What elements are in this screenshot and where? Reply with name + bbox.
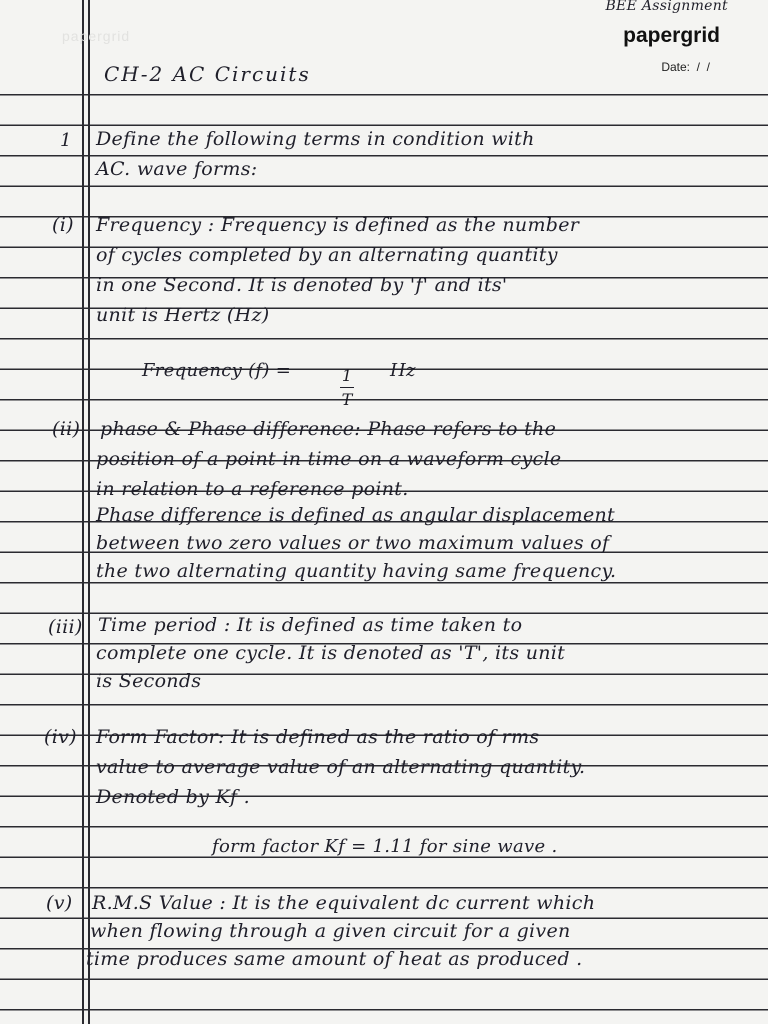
- brand-logo: papergrid: [623, 24, 720, 47]
- phase-line-6: the two alternating quantity having same frequency.: [96, 560, 617, 582]
- phase-line-4: Phase difference is defined as angular displacement: [96, 504, 615, 526]
- margin-line-left: [82, 0, 84, 1024]
- frequency-unit: Hz: [390, 360, 416, 381]
- rms-line-3: time produces same amount of heat as produced .: [86, 948, 583, 970]
- frequency-line-3: in one Second. It is denoted by 'f' and its': [96, 274, 508, 296]
- frequency-line-4: unit is Hertz (Hz): [96, 304, 270, 326]
- question-number: 1: [60, 130, 72, 151]
- chapter-title: CH-2 AC Circuits: [104, 62, 311, 86]
- section-marker: (iii): [48, 616, 83, 638]
- fraction-bar: [340, 387, 354, 388]
- phase-line-2: position of a point in time on a waveform cycle: [96, 448, 562, 470]
- fraction-numerator: 1: [341, 366, 353, 385]
- form-factor-line-1: Form Factor: It is defined as the ratio of rms: [96, 726, 540, 748]
- phase-line-1: phase & Phase difference: Phase refers to the: [100, 418, 557, 440]
- section-marker: (ii): [52, 418, 81, 440]
- question-line-2: AC. wave forms:: [96, 158, 258, 180]
- frequency-formula-lhs: Frequency (f) =: [142, 360, 292, 381]
- frequency-line-2: of cycles completed by an alternating quantity: [96, 244, 558, 266]
- section-marker: (iv): [44, 726, 77, 748]
- section-marker: (i): [52, 214, 74, 236]
- watermark: papergrid: [62, 28, 131, 44]
- form-factor-line-2: value to average value of an alternating quantity.: [96, 756, 586, 778]
- assignment-note: BEE Assignment: [605, 0, 728, 14]
- frequency-line-1: Frequency : Frequency is defined as the number: [96, 214, 580, 236]
- rms-line-1: R.M.S Value : It is the equivalent dc current which: [92, 892, 596, 914]
- frequency-fraction: [340, 366, 354, 409]
- time-period-line-2: complete one cycle. It is denoted as 'T', its unit: [96, 642, 566, 664]
- time-period-line-1: Time period : It is defined as time taken to: [98, 614, 523, 636]
- section-marker: (v): [46, 892, 73, 914]
- margin-line-right: [88, 0, 90, 1024]
- fraction-denominator: T: [341, 390, 353, 409]
- question-line-1: Define the following terms in condition with: [96, 128, 535, 150]
- form-factor-formula: form factor Kf = 1.11 for sine wave .: [212, 836, 558, 857]
- date-field: Date: / /: [661, 60, 710, 74]
- form-factor-line-3: Denoted by Kf .: [96, 786, 250, 808]
- time-period-line-3: is Seconds: [96, 670, 202, 692]
- rms-line-2: when flowing through a given circuit for a given: [90, 920, 571, 942]
- phase-line-5: between two zero values or two maximum values of: [96, 532, 610, 554]
- phase-line-3: in relation to a reference point.: [96, 478, 409, 500]
